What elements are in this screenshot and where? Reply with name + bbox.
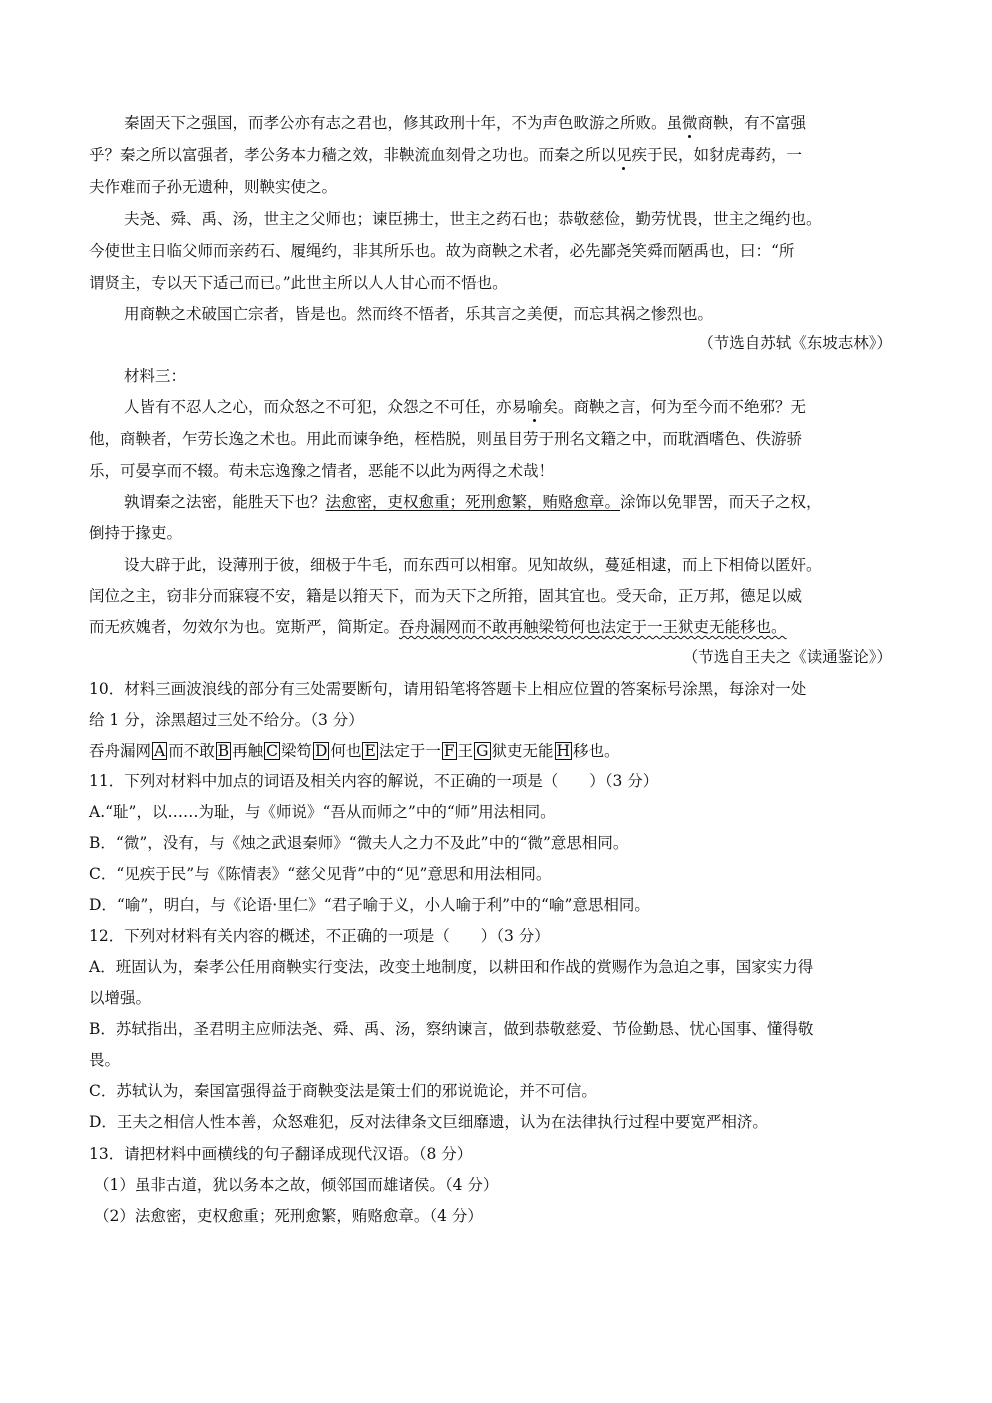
m3-p3-line1: 设大辟于此，设薄刑于彼，细极于牛毛，而东西可以相窜。见知故纵，蔓延相逮，而上下相倚以匿奸。 (124, 556, 822, 574)
answer-marker-c[interactable]: C (266, 742, 279, 760)
q13-sentence-1: （1）虽非古道，犹以务本之故，倾邻国而雄诸侯。（4 分） (94, 1176, 499, 1194)
m3-p2-line1: 孰谓秦之法密，能胜天下也？法愈密，吏权愈重；死刑愈繁，贿赂愈章。涂饰以免罪罟，而天子之权， (124, 493, 822, 511)
q12-option-b-line1: B．苏轼指出，圣君明主应师法尧、舜、禹、汤，察纳谏言，做到恭敬慈爱、节俭勤恳、忧心国事、懂得敬 (89, 1020, 814, 1038)
underlined-sentence-2: 法愈密，吏权愈重；死刑愈繁，贿赂愈章。 (325, 493, 621, 511)
answer-marker-a[interactable]: A (154, 742, 166, 760)
m2-source: （节选自苏轼《东坡志林》） (698, 334, 892, 352)
m3-p3-line3: 而无疚媿者，勿效尔为也。宽斯严，简斯定。吞舟漏网而不敢再触梁笱何也法定于一王狱吏无能移也。 (89, 618, 787, 636)
m2-p2-line1: 夫尧、舜、禹、汤，世主之父师也；谏臣拂士，世主之药石也；恭敬慈俭，勤劳忧畏，世主之绳约也。 (124, 210, 822, 228)
m3-p1-line1: 人皆有不忍人之心，而众怒之不可犯，众怨之不可任，亦易喻矣。商鞅之言，何为至今而不绝邪？无 (124, 398, 807, 416)
answer-marker-e[interactable]: E (364, 742, 376, 760)
m2-p1-line1: 秦固天下之强国，而孝公亦有志之君也，修其政刑十年，不为声色畋游之所败。虽微商鞅，有不富强 (124, 114, 807, 132)
q11-option-d: D．“喻”，明白，与《论语·里仁》“君子喻于义，小人喻于利”中的“喻”意思相同。 (89, 896, 650, 914)
q10-line1: 10．材料三画波浪线的部分有三处需要断句，请用铅笔将答题卡上相应位置的答案标号涂黑，每涂对一处 (89, 680, 807, 698)
dotted-word-yu: 喻 (527, 398, 543, 416)
q13-stem: 13．请把材料中画横线的句子翻译成现代汉语。（8 分） (89, 1145, 473, 1163)
dotted-word-jian: 见 (616, 146, 632, 164)
answer-marker-f[interactable]: F (443, 742, 455, 760)
q11-option-b: B．“微”，没有，与《烛之武退秦师》“微夫人之力不及此”中的“微”意思相同。 (89, 834, 629, 852)
m3-p2-line2: 倒持于掾吏。 (89, 524, 183, 542)
m3-source: （节选自王夫之《读通鉴论》） (682, 648, 892, 666)
m3-p3-line2: 闰位之主，窃非分而寐寝不安，籍是以箝天下，而为天下之所箝，固其宜也。受天命，正万邦，德足以威 (89, 587, 803, 605)
dotted-word-wei: 微 (682, 114, 698, 132)
q12-option-a-line1: A．班固认为，秦孝公任用商鞅实行变法，改变土地制度，以耕田和作战的赏赐作为急迫之事，国家实力得 (89, 958, 814, 976)
m2-p1-line2: 乎？秦之所以富强者，孝公务本力穑之效，非鞅流血刻骨之功也。而秦之所以见疾于民，如豺虎毒药，一 (89, 146, 803, 164)
q10-line2: 给 1 分，涂黑超过三处不给分。（3 分） (89, 711, 364, 729)
m2-p2-line3: 谓贤主，专以天下适己而已。”此世主所以人人甘心而不悟也。 (89, 274, 508, 292)
q12-option-d: D．王夫之相信人性本善，众怒难犯，反对法律条文巨细靡遗，认为在法律执行过程中要宽严相济。 (89, 1113, 768, 1131)
q12-stem: 12．下列对材料有关内容的概述，不正确的一项是（ ）（3 分） (89, 927, 550, 945)
answer-marker-h[interactable]: H (556, 742, 571, 760)
wavy-line-sentence: 吞舟漏网而不敢再触梁笱何也法定于一王狱吏无能移也。 (399, 618, 787, 636)
q10-answer-options: 吞舟漏网 A 而不敢 B 再触 C 梁笱 D 何也 E 法定于一 F 王 G 狱吏无能 H 移也。 (89, 742, 620, 760)
answer-marker-b[interactable]: B (217, 742, 230, 760)
m3-heading: 材料三： (124, 367, 187, 385)
answer-marker-g[interactable]: G (476, 742, 489, 760)
answer-marker-d[interactable]: D (315, 742, 328, 760)
m3-p1-line2: 他，商鞅者，乍劳长逸之术也。用此而谏争绝，桎梏脱，则虽目劳于刑名文籍之中，而耽酒嗜色、佚游骄 (89, 430, 803, 448)
m2-p3: 用商鞅之术破国亡宗者，皆是也。然而终不悟者，乐其言之美便，而忘其祸之惨烈也。 (124, 305, 714, 323)
q12-option-b-line2: 畏。 (89, 1051, 121, 1069)
q12-option-c: C．苏轼认为，秦国富强得益于商鞅变法是策士们的邪说诡论，并不可信。 (89, 1082, 597, 1100)
q12-option-a-line2: 以增强。 (89, 989, 152, 1007)
q11-stem: 11．下列对材料中加点的词语及相关内容的解说，不正确的一项是（ ）（3 分） (89, 772, 659, 790)
m3-p1-line3: 乐，可晏享而不辍。苟未忘逸豫之情者，恶能不以此为两得之术哉！ (89, 462, 555, 480)
m2-p1-line3: 夫作难而子孙无遗种，则鞅实使之。 (89, 178, 338, 196)
m2-p2-line2: 今使世主日临父师而亲药石、履绳约，非其所乐也。故为商鞅之术者，必先鄙尧笑舜而陋禹也，曰：“所 (89, 242, 795, 260)
q11-option-a: A.“耻”，以……为耻，与《师说》“吾从而师之”中的“师”用法相同。 (89, 803, 556, 821)
q11-option-c: C．“见疾于民”与《陈情表》“慈父见背”中的“见”意思和用法相同。 (89, 865, 552, 883)
q13-sentence-2: （2）法愈密，吏权愈重；死刑愈繁，贿赂愈章。（4 分） (94, 1207, 483, 1225)
